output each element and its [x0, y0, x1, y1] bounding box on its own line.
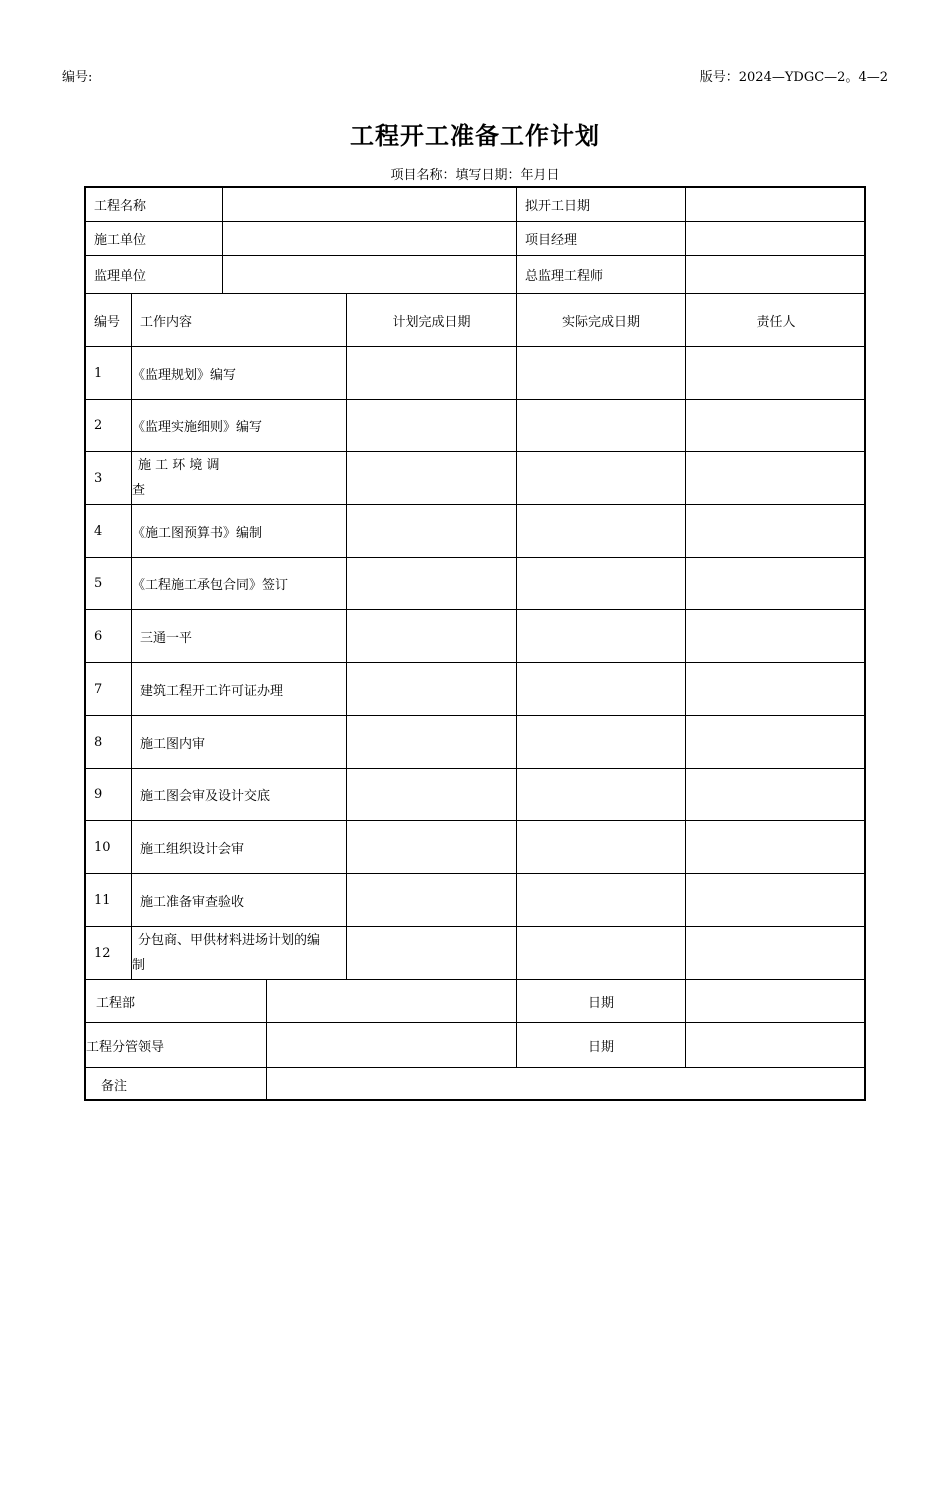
task-actual-date[interactable] — [517, 610, 686, 662]
task-planned-date[interactable] — [347, 927, 517, 979]
task-planned-date[interactable] — [347, 347, 517, 399]
task-content — [132, 610, 347, 662]
task-owner[interactable] — [686, 400, 866, 451]
task-planned-date[interactable] — [347, 663, 517, 715]
task-content-text: 《监理规划》编写 — [132, 367, 237, 383]
task-content — [132, 874, 347, 926]
task-planned-date[interactable] — [347, 716, 517, 768]
page-title: 工程开工准备工作计划 — [350, 121, 600, 150]
task-row — [86, 821, 864, 874]
engineering-leader-label: 工程分管领导 — [86, 1023, 267, 1067]
task-content-continuation: 制 — [132, 958, 146, 973]
info-row-contractor — [86, 222, 864, 256]
task-number: 12 — [86, 927, 132, 979]
task-content — [132, 400, 347, 451]
task-number: 4 — [86, 505, 132, 557]
task-actual-date[interactable] — [517, 769, 686, 820]
task-content — [132, 505, 347, 557]
contractor-field[interactable] — [223, 222, 517, 255]
task-number: 2 — [86, 400, 132, 451]
task-planned-date[interactable] — [347, 821, 517, 873]
task-owner[interactable] — [686, 821, 866, 873]
task-content-text: 三通一平 — [140, 630, 193, 646]
task-content-text: 建筑工程开工许可证办理 — [140, 683, 284, 699]
project-manager-label: 项目经理 — [517, 222, 686, 255]
task-content — [132, 821, 347, 873]
column-planned-date: 计划完成日期 — [347, 294, 517, 346]
footer-row-engineering-dept — [86, 980, 864, 1023]
supervision-unit-field[interactable] — [223, 256, 517, 293]
task-content — [132, 716, 347, 768]
remarks-label: 备注 — [86, 1068, 267, 1101]
task-header-row — [86, 294, 864, 347]
task-number: 3 — [86, 452, 132, 504]
task-actual-date[interactable] — [517, 821, 686, 873]
info-row-supervisor — [86, 256, 864, 294]
task-planned-date[interactable] — [347, 558, 517, 609]
task-number: 7 — [86, 663, 132, 715]
task-actual-date[interactable] — [517, 505, 686, 557]
version-number: 版号：2024—YDGC—2。4—2 — [699, 70, 888, 85]
task-row — [86, 716, 864, 769]
task-actual-date[interactable] — [517, 558, 686, 609]
engineering-leader-signature[interactable] — [267, 1023, 517, 1067]
task-number: 11 — [86, 874, 132, 926]
task-content-text: 施工组织设计会审 — [140, 841, 245, 857]
task-content — [132, 558, 347, 609]
task-number: 6 — [86, 610, 132, 662]
project-name-label: 工程名称 — [86, 188, 223, 221]
task-actual-date[interactable] — [517, 874, 686, 926]
task-number: 10 — [86, 821, 132, 873]
planned-start-date-field[interactable] — [686, 188, 866, 221]
task-row — [86, 610, 864, 663]
planned-start-date-label: 拟开工日期 — [517, 188, 686, 221]
task-content-text: 《工程施工承包合同》签订 — [132, 578, 289, 593]
task-owner[interactable] — [686, 610, 866, 662]
task-row — [86, 769, 864, 821]
task-owner[interactable] — [686, 347, 866, 399]
engineering-leader-date[interactable] — [686, 1023, 866, 1067]
task-owner[interactable] — [686, 558, 866, 609]
task-actual-date[interactable] — [517, 716, 686, 768]
task-content-text: 施 工 环 境 调 — [138, 458, 220, 473]
document-number-label: 编号: — [62, 70, 93, 85]
task-number: 9 — [86, 769, 132, 820]
task-planned-date[interactable] — [347, 769, 517, 820]
task-content-text: 施工图内审 — [140, 736, 206, 752]
task-planned-date[interactable] — [347, 400, 517, 451]
column-content: 工作内容 — [132, 294, 347, 346]
task-owner[interactable] — [686, 874, 866, 926]
task-row — [86, 347, 864, 400]
date-label: 日期 — [517, 1023, 686, 1067]
task-row — [86, 505, 864, 558]
task-content-text: 《施工图预算书》编制 — [132, 525, 263, 541]
column-actual-date: 实际完成日期 — [517, 294, 686, 346]
task-planned-date[interactable] — [347, 505, 517, 557]
task-row — [86, 663, 864, 716]
supervision-unit-label: 监理单位 — [86, 256, 223, 293]
info-row-project-name — [86, 188, 864, 222]
task-owner[interactable] — [686, 927, 866, 979]
chief-engineer-field[interactable] — [686, 256, 866, 293]
task-content-text: 分包商、甲供材料进场计划的编 — [138, 933, 321, 948]
task-owner[interactable] — [686, 716, 866, 768]
project-manager-field[interactable] — [686, 222, 866, 255]
task-content-text: 《监理实施细则》编写 — [132, 420, 263, 435]
task-row — [86, 927, 864, 980]
task-row — [86, 558, 864, 610]
task-owner[interactable] — [686, 663, 866, 715]
task-row — [86, 452, 864, 505]
remarks-field[interactable] — [267, 1068, 866, 1101]
task-actual-date[interactable] — [517, 927, 686, 979]
chief-engineer-label: 总监理工程师 — [517, 256, 686, 293]
column-owner: 责任人 — [756, 314, 796, 330]
date-label: 日期 — [517, 980, 686, 1022]
task-content-text: 施工准备审查验收 — [140, 894, 245, 910]
contractor-label: 施工单位 — [86, 222, 223, 255]
task-number: 8 — [86, 716, 132, 768]
task-content — [132, 769, 347, 820]
plan-table — [84, 186, 866, 1101]
engineering-dept-signature[interactable] — [267, 980, 517, 1022]
engineering-dept-date[interactable] — [686, 980, 866, 1022]
task-actual-date[interactable] — [517, 400, 686, 451]
task-planned-date[interactable] — [347, 610, 517, 662]
project-meta-line: 项目名称：填写日期：年月日 — [390, 168, 560, 183]
task-owner[interactable] — [686, 769, 866, 820]
project-name-field[interactable] — [223, 188, 517, 221]
task-actual-date[interactable] — [517, 663, 686, 715]
footer-row-leader — [86, 1023, 864, 1068]
task-number: 5 — [86, 558, 132, 609]
task-content — [132, 452, 347, 504]
task-content — [132, 927, 347, 979]
task-row — [86, 400, 864, 452]
task-number: 1 — [86, 347, 132, 399]
task-content-text: 施工图会审及设计交底 — [140, 789, 271, 804]
task-content — [132, 663, 347, 715]
task-actual-date[interactable] — [517, 347, 686, 399]
task-planned-date[interactable] — [347, 452, 517, 504]
task-planned-date[interactable] — [347, 874, 517, 926]
task-row — [86, 874, 864, 927]
task-owner[interactable] — [686, 505, 866, 557]
engineering-dept-label: 工程部 — [86, 980, 267, 1022]
task-content — [132, 347, 347, 399]
column-number: 编号 — [86, 294, 132, 346]
task-actual-date[interactable] — [517, 452, 686, 504]
footer-row-remarks — [86, 1068, 864, 1101]
task-owner[interactable] — [686, 452, 866, 504]
task-content-continuation: 查 — [132, 483, 146, 498]
